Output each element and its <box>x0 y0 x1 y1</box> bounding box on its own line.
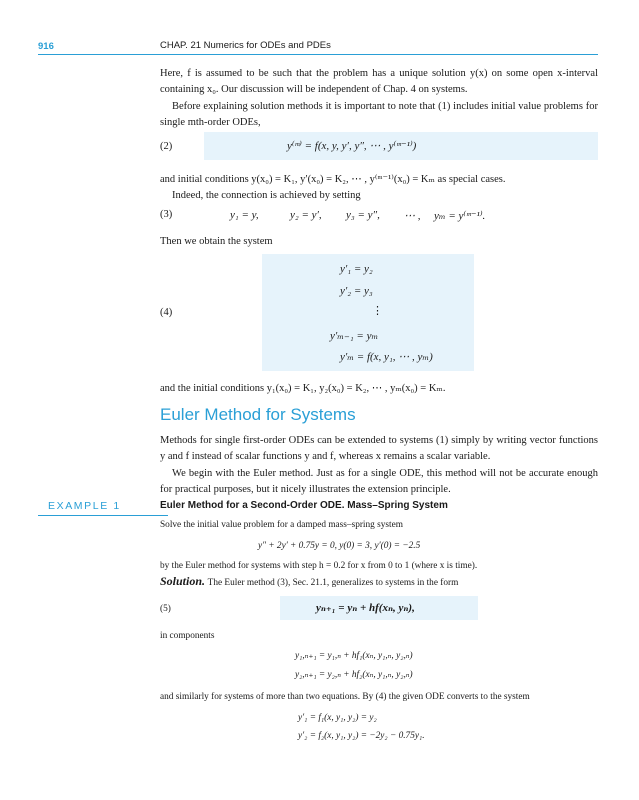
equation-3-part-2: y₂ = y′, <box>290 209 322 221</box>
equation-3-part-1: y₁ = y, <box>230 209 259 221</box>
paragraph-obtain-system: Then we obtain the system <box>160 236 273 247</box>
paragraph-before-explaining: Before explaining solution methods it is important to note that (1) includes initial value problems for single mth-order ODEs, <box>160 101 598 128</box>
component-equation-2: y₂,ₙ₊₁ = y₂,ₙ + hf₂(xₙ, y₁,ₙ, y₂,ₙ) <box>295 670 413 680</box>
equation-4-number: (4) <box>160 307 173 318</box>
paragraph-connection: Indeed, the connection is achieved by setting <box>172 190 361 201</box>
example-intro: Solve the initial value problem for a damped mass–spring system <box>160 520 403 530</box>
solution-label: Solution. <box>160 574 206 588</box>
equation-5-number: (5) <box>160 604 171 614</box>
paragraph-initial-conditions-system: and the initial conditions y₁(x₀) = K₁, y₂(x₀) = K₂, ⋯ , yₘ(x₀) = Kₘ. <box>160 383 446 394</box>
similarly-text: and similarly for systems of more than two equations. By (4) the given ODE converts to the system <box>160 692 530 702</box>
equation-4-line-2: y′₂ = y₃ <box>340 285 373 297</box>
example-step-text: by the Euler method for systems with step h = 0.2 for x from 0 to 1 (where x is time). <box>160 561 478 571</box>
paragraph-initial-conditions: and initial conditions y(x₀) = K₁, y′(x₀) = K₂, ⋯ , y⁽ᵐ⁻¹⁾(x₀) = Kₘ as special cases. <box>160 174 506 185</box>
paragraph-intro: Here, f is assumed to be such that the problem has a unique solution y(x) on some open x-interval containing x₀. Our discussion will be independent of Chap. 4 on systems. <box>160 68 598 95</box>
section-title: Euler Method for Systems <box>160 405 356 424</box>
equation-5: yₙ₊₁ = yₙ + hf(xₙ, yₙ), <box>316 602 415 614</box>
equation-3-part-3: y₃ = y″, <box>346 209 380 221</box>
component-equation-1: y₁,ₙ₊₁ = y₁,ₙ + hf₁(xₙ, y₁,ₙ, y₂,ₙ) <box>295 651 413 661</box>
page-number: 916 <box>38 41 54 52</box>
equation-3-part-4: ⋯ , <box>404 210 421 222</box>
in-components-text: in components <box>160 631 215 641</box>
example-rule <box>38 515 168 516</box>
equation-3-part-5: yₘ = y⁽ᵐ⁻¹⁾. <box>434 210 486 222</box>
header-rule <box>38 54 598 55</box>
equation-2: y⁽ᵐ⁾ = f(x, y, y′, y″, ⋯ , y⁽ᵐ⁻¹⁾) <box>287 140 417 152</box>
example-title: Euler Method for a Second-Order ODE. Mass–Spring System <box>160 500 448 511</box>
system-equation-2: y′₂ = f₂(x, y₁, y₂) = −2y₂ − 0.75y₁. <box>298 731 425 741</box>
equation-4-line-1: y′₁ = y₂ <box>340 263 373 275</box>
paragraph-methods-extended: Methods for single first-order ODEs can be extended to systems (1) simply by writing vector functions y and f instead of scalar functions y and f, whereas x remains a scalar variable. <box>160 435 598 462</box>
equation-2-number: (2) <box>160 141 173 152</box>
equation-3-number: (3) <box>160 209 173 220</box>
solution-text: The Euler method (3), Sec. 21.1, generalizes to systems in the form <box>207 578 459 588</box>
equation-4-line-4: y′ₘ₋₁ = yₘ <box>330 330 379 342</box>
equation-4-vdots: ⋮ <box>372 305 383 317</box>
solution-line <box>160 574 458 590</box>
equation-4-line-5: y′ₘ = f(x, y₁, ⋯ , yₘ) <box>340 351 433 363</box>
example-label: EXAMPLE 1 <box>48 500 121 512</box>
example-ivp: y″ + 2y′ + 0.75y = 0, y(0) = 3, y′(0) = −2.5 <box>258 541 421 551</box>
paragraph-begin-euler: We begin with the Euler method. Just as for a single ODE, this method will not be accurate enough for practical purposes, but it nicely illustrates the extension principle. <box>160 468 598 495</box>
running-head: CHAP. 21 Numerics for ODEs and PDEs <box>160 40 331 51</box>
system-equation-1: y′₁ = f₁(x, y₁, y₂) = y₂ <box>298 713 377 723</box>
